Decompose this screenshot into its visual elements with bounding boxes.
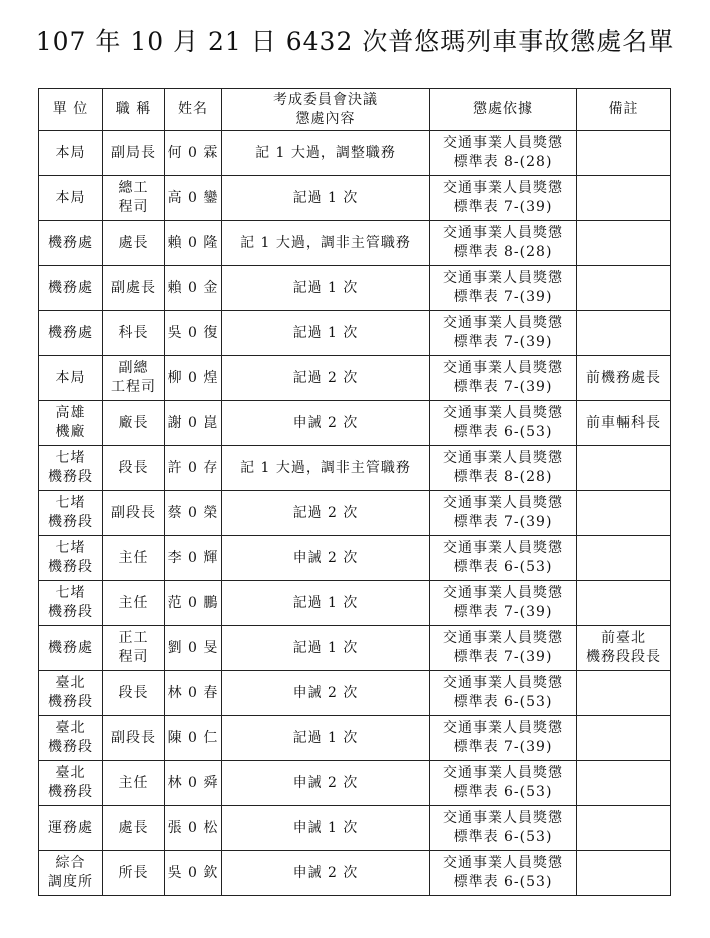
- basis-line: 標準表 7-(39): [453, 604, 553, 620]
- unit-line: 調度所: [48, 874, 93, 890]
- cell-position: [103, 176, 165, 221]
- cell-name: 吳 0 復: [165, 311, 222, 356]
- cell-name: 何 0 霖: [165, 131, 222, 176]
- unit-line: 機廠: [55, 424, 86, 440]
- cell-decision: 記過 1 次: [222, 311, 430, 356]
- remark-line: 前臺北: [601, 630, 646, 646]
- cell-decision: 記過 1 次: [222, 716, 430, 761]
- cell-position: [103, 131, 165, 176]
- cell-unit: [39, 851, 103, 896]
- unit-line: 機務段: [48, 604, 93, 620]
- cell-remark: [577, 176, 671, 221]
- cell-name: 劉 0 旻: [165, 626, 222, 671]
- unit-line: 七堵: [55, 540, 86, 556]
- cell-decision: 申誡 2 次: [222, 401, 430, 446]
- basis-line: 標準表 6-(53): [453, 694, 553, 710]
- cell-decision: 記 1 大過，調整職務: [222, 131, 430, 176]
- cell-unit: [39, 536, 103, 581]
- cell-name: 謝 0 崑: [165, 401, 222, 446]
- cell-basis: [430, 221, 577, 266]
- cell-remark: [577, 536, 671, 581]
- cell-unit: [39, 446, 103, 491]
- position-line: 處長: [118, 819, 149, 836]
- cell-name: 柳 0 煌: [165, 356, 222, 401]
- basis-line: 標準表 7-(39): [453, 289, 553, 305]
- cell-basis: [430, 716, 577, 761]
- basis-line: 交通事業人員獎懲: [443, 135, 563, 151]
- cell-name: 賴 0 金: [165, 266, 222, 311]
- header-name: 姓名: [165, 89, 222, 131]
- cell-unit: [39, 311, 103, 356]
- basis-line: 標準表 6-(53): [453, 424, 553, 440]
- cell-remark: [577, 446, 671, 491]
- table-row: [39, 266, 671, 311]
- position-line: 主任: [118, 594, 149, 611]
- cell-name: 張 0 松: [165, 806, 222, 851]
- basis-line: 交通事業人員獎懲: [443, 315, 563, 331]
- document-title: 107 年 10 月 21 日 6432 次普悠瑪列車事故懲處名單: [35, 27, 675, 56]
- cell-name: 蔡 0 榮: [165, 491, 222, 536]
- basis-line: 交通事業人員獎懲: [443, 630, 563, 646]
- cell-decision: 記過 1 次: [222, 626, 430, 671]
- cell-name: 吳 0 欽: [165, 851, 222, 896]
- cell-position: [103, 311, 165, 356]
- cell-name: 林 0 春: [165, 671, 222, 716]
- remark-line: 前車輛科長: [586, 414, 661, 431]
- basis-line: 標準表 6-(53): [453, 829, 553, 845]
- cell-name: 高 0 鑾: [165, 176, 222, 221]
- header-row: [39, 89, 671, 131]
- table-row: [39, 131, 671, 176]
- basis-line: 標準表 7-(39): [453, 379, 553, 395]
- unit-line: 臺北: [55, 765, 86, 781]
- unit-line: 七堵: [55, 450, 86, 466]
- table-row: [39, 716, 671, 761]
- basis-line: 標準表 8-(28): [453, 469, 553, 485]
- position-line: 副處長: [111, 279, 156, 296]
- header-remarks: 備註: [577, 89, 671, 131]
- cell-name: 林 0 舜: [165, 761, 222, 806]
- basis-line: 交通事業人員獎懲: [443, 225, 563, 241]
- basis-line: 交通事業人員獎懲: [443, 405, 563, 421]
- unit-line: 機務段: [48, 784, 93, 800]
- basis-line: 交通事業人員獎懲: [443, 495, 563, 511]
- unit-line: 機務段: [48, 559, 93, 575]
- table-row: [39, 581, 671, 626]
- cell-position: [103, 626, 165, 671]
- cell-unit: [39, 221, 103, 266]
- cell-remark: [577, 221, 671, 266]
- cell-unit: [39, 671, 103, 716]
- position-line: 主任: [118, 549, 149, 566]
- cell-unit: [39, 626, 103, 671]
- cell-decision: 申誡 2 次: [222, 851, 430, 896]
- cell-decision: 記過 1 次: [222, 176, 430, 221]
- basis-line: 標準表 7-(39): [453, 739, 553, 755]
- header-unit: 單 位: [39, 89, 103, 131]
- cell-position: [103, 266, 165, 311]
- basis-line: 標準表 8-(28): [453, 244, 553, 260]
- cell-unit: [39, 491, 103, 536]
- cell-position: [103, 716, 165, 761]
- unit-line: 機務段: [48, 469, 93, 485]
- position-line: 程司: [118, 199, 149, 215]
- table-row: [39, 626, 671, 671]
- cell-unit: [39, 131, 103, 176]
- unit-line: 機務處: [48, 639, 93, 656]
- table-row: [39, 446, 671, 491]
- cell-decision: 申誡 2 次: [222, 536, 430, 581]
- unit-line: 機務處: [48, 279, 93, 296]
- basis-line: 交通事業人員獎懲: [443, 270, 563, 286]
- table-row: [39, 176, 671, 221]
- cell-basis: [430, 356, 577, 401]
- cell-unit: [39, 176, 103, 221]
- cell-decision: 申誡 2 次: [222, 761, 430, 806]
- cell-position: [103, 671, 165, 716]
- basis-line: 交通事業人員獎懲: [443, 855, 563, 871]
- basis-line: 標準表 7-(39): [453, 649, 553, 665]
- cell-remark: [577, 266, 671, 311]
- cell-name: 陳 0 仁: [165, 716, 222, 761]
- cell-unit: [39, 581, 103, 626]
- unit-line: 運務處: [48, 819, 93, 836]
- unit-line: 機務段: [48, 739, 93, 755]
- unit-line: 機務處: [48, 234, 93, 251]
- unit-line: 綜合: [55, 855, 86, 871]
- basis-line: 交通事業人員獎懲: [443, 765, 563, 781]
- cell-basis: [430, 446, 577, 491]
- penalty-table: [38, 88, 671, 896]
- cell-name: 賴 0 隆: [165, 221, 222, 266]
- cell-name: 李 0 輝: [165, 536, 222, 581]
- table-row: [39, 401, 671, 446]
- unit-line: 七堵: [55, 585, 86, 601]
- cell-unit: [39, 761, 103, 806]
- position-line: 工程司: [111, 379, 156, 395]
- cell-decision: 記過 2 次: [222, 356, 430, 401]
- cell-unit: [39, 356, 103, 401]
- header-decision: [222, 89, 430, 131]
- cell-remark: [577, 401, 671, 446]
- basis-line: 標準表 8-(28): [453, 154, 553, 170]
- position-line: 段長: [118, 684, 149, 701]
- table-row: [39, 761, 671, 806]
- basis-line: 交通事業人員獎懲: [443, 585, 563, 601]
- header-decision-line1: 考成委員會決議: [273, 91, 378, 108]
- cell-remark: [577, 851, 671, 896]
- cell-basis: [430, 851, 577, 896]
- remark-line: 機務段段長: [586, 649, 661, 665]
- cell-unit: [39, 401, 103, 446]
- position-line: 正工: [118, 630, 149, 646]
- position-line: 副段長: [111, 729, 156, 746]
- cell-unit: [39, 266, 103, 311]
- cell-position: [103, 761, 165, 806]
- table-row: [39, 806, 671, 851]
- basis-line: 交通事業人員獎懲: [443, 675, 563, 691]
- position-line: 段長: [118, 459, 149, 476]
- cell-position: [103, 356, 165, 401]
- unit-line: 臺北: [55, 720, 86, 736]
- table-row: [39, 536, 671, 581]
- cell-basis: [430, 311, 577, 356]
- basis-line: 標準表 7-(39): [453, 334, 553, 350]
- unit-line: 機務段: [48, 694, 93, 710]
- cell-basis: [430, 761, 577, 806]
- cell-position: [103, 446, 165, 491]
- cell-basis: [430, 491, 577, 536]
- unit-line: 本局: [55, 189, 86, 206]
- cell-remark: [577, 491, 671, 536]
- position-line: 廠長: [118, 414, 149, 431]
- table-row: [39, 356, 671, 401]
- cell-decision: 記 1 大過，調非主管職務: [222, 221, 430, 266]
- table-row: [39, 851, 671, 896]
- unit-line: 機務處: [48, 324, 93, 341]
- position-line: 所長: [118, 864, 149, 881]
- cell-decision: 記 1 大過，調非主管職務: [222, 446, 430, 491]
- cell-basis: [430, 401, 577, 446]
- unit-line: 七堵: [55, 495, 86, 511]
- table-row: [39, 311, 671, 356]
- header-basis: 懲處依據: [430, 89, 577, 131]
- cell-decision: 申誡 2 次: [222, 671, 430, 716]
- basis-line: 標準表 7-(39): [453, 514, 553, 530]
- unit-line: 本局: [55, 369, 86, 386]
- basis-line: 交通事業人員獎懲: [443, 360, 563, 376]
- cell-position: [103, 536, 165, 581]
- cell-remark: [577, 626, 671, 671]
- header-decision-line2: 懲處內容: [295, 110, 356, 127]
- cell-unit: [39, 716, 103, 761]
- basis-line: 交通事業人員獎懲: [443, 540, 563, 556]
- cell-remark: [577, 131, 671, 176]
- unit-line: 機務段: [48, 514, 93, 530]
- cell-position: [103, 851, 165, 896]
- cell-basis: [430, 176, 577, 221]
- cell-basis: [430, 266, 577, 311]
- cell-remark: [577, 311, 671, 356]
- cell-basis: [430, 671, 577, 716]
- cell-remark: [577, 716, 671, 761]
- cell-remark: [577, 356, 671, 401]
- basis-line: 標準表 6-(53): [453, 784, 553, 800]
- basis-line: 交通事業人員獎懲: [443, 180, 563, 196]
- cell-position: [103, 401, 165, 446]
- basis-line: 標準表 6-(53): [453, 559, 553, 575]
- cell-decision: 記過 2 次: [222, 491, 430, 536]
- cell-name: 范 0 鵬: [165, 581, 222, 626]
- unit-line: 高雄: [55, 405, 86, 421]
- position-line: 副局長: [111, 144, 156, 161]
- table-row: [39, 221, 671, 266]
- unit-line: 臺北: [55, 675, 86, 691]
- cell-basis: [430, 581, 577, 626]
- position-line: 副總: [118, 360, 149, 376]
- cell-basis: [430, 536, 577, 581]
- basis-line: 交通事業人員獎懲: [443, 720, 563, 736]
- basis-line: 交通事業人員獎懲: [443, 810, 563, 826]
- cell-basis: [430, 131, 577, 176]
- cell-position: [103, 491, 165, 536]
- cell-position: [103, 221, 165, 266]
- position-line: 副段長: [111, 504, 156, 521]
- cell-remark: [577, 671, 671, 716]
- cell-remark: [577, 761, 671, 806]
- cell-position: [103, 581, 165, 626]
- cell-position: [103, 806, 165, 851]
- cell-name: 許 0 存: [165, 446, 222, 491]
- remark-line: 前機務處長: [586, 369, 661, 386]
- basis-line: 交通事業人員獎懲: [443, 450, 563, 466]
- cell-decision: 記過 1 次: [222, 266, 430, 311]
- table-row: [39, 671, 671, 716]
- unit-line: 本局: [55, 144, 86, 161]
- position-line: 總工: [118, 180, 149, 196]
- position-line: 主任: [118, 774, 149, 791]
- position-line: 程司: [118, 649, 149, 665]
- cell-basis: [430, 626, 577, 671]
- header-position: 職 稱: [103, 89, 165, 131]
- cell-basis: [430, 806, 577, 851]
- basis-line: 標準表 7-(39): [453, 199, 553, 215]
- table-row: [39, 491, 671, 536]
- cell-remark: [577, 806, 671, 851]
- cell-unit: [39, 806, 103, 851]
- cell-remark: [577, 581, 671, 626]
- cell-decision: 記過 1 次: [222, 581, 430, 626]
- position-line: 處長: [118, 234, 149, 251]
- position-line: 科長: [118, 324, 149, 341]
- basis-line: 標準表 6-(53): [453, 874, 553, 890]
- cell-decision: 申誡 1 次: [222, 806, 430, 851]
